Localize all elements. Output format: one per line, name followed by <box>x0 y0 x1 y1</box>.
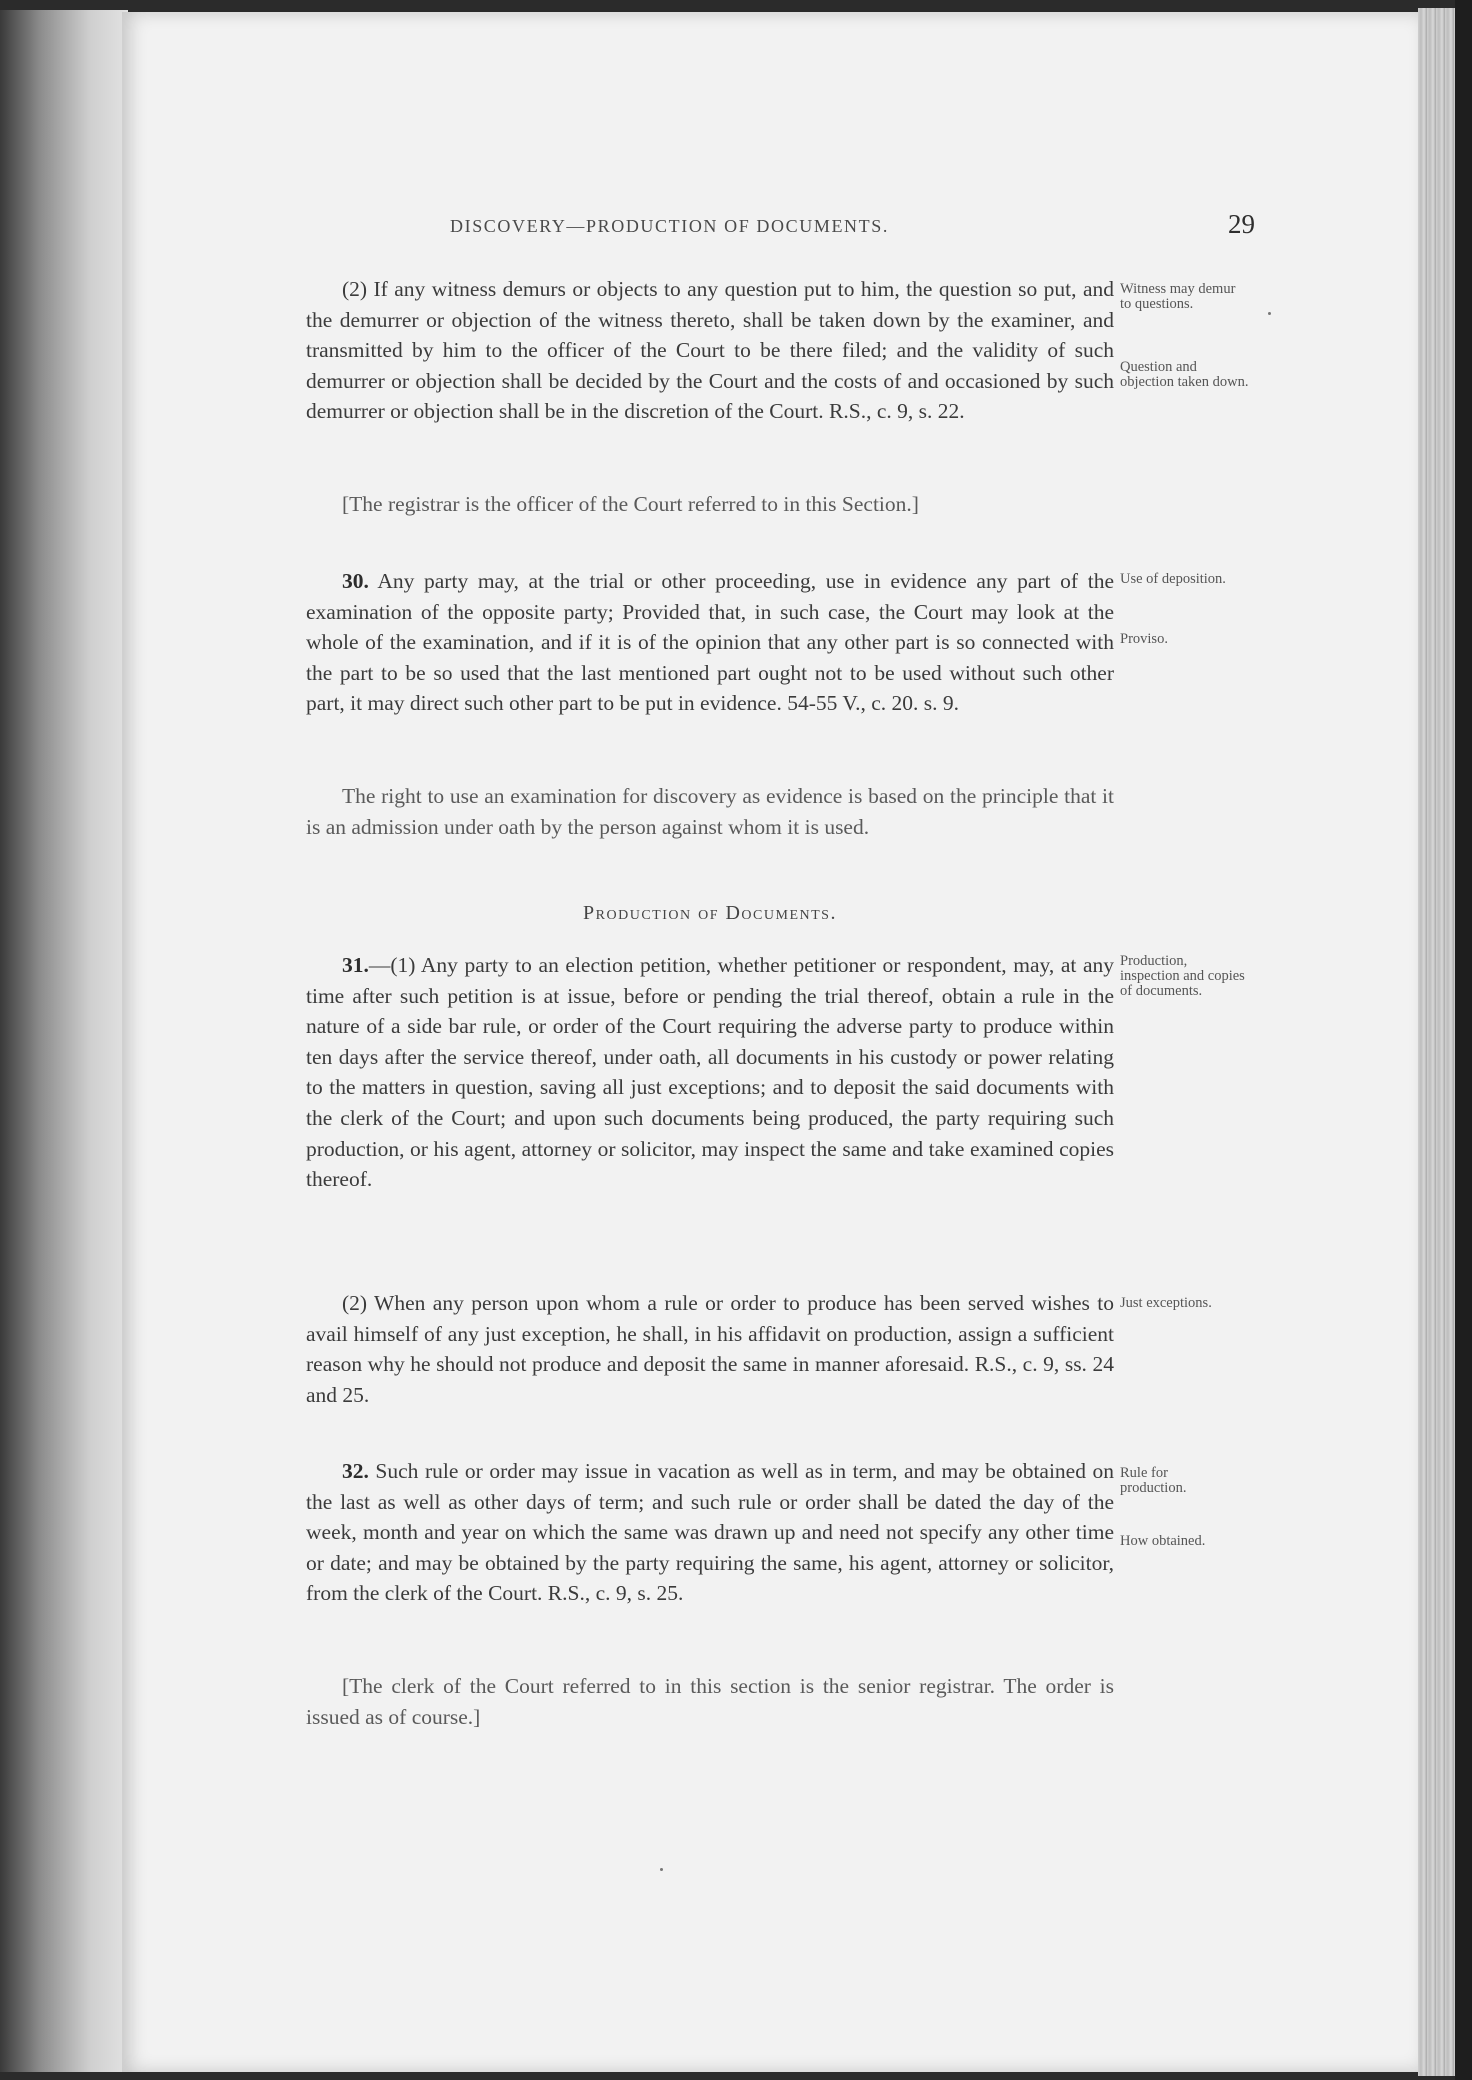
margin-note-how-obtained: How obtained. <box>1120 1533 1206 1549</box>
section-29-editor-note: [The registrar is the officer of the Court referred to in this Section.] <box>342 492 919 516</box>
margin-note-question-objection: Question and objection taken down. <box>1120 359 1249 390</box>
section-29-subsection-2: (2) If any witness demurs or objects to any question put to him, the question so put, and the demurrer or objection of the witness thereto, shall be taken down by the examiner, and transmitted by him to the officer of the Court to be there filed; and the validity of such demurrer or objection shall be decided by the Court and the costs of and occasioned by such demurrer or objection shall be in the discretion of the Court. R.S., c. 9, s. 22. <box>306 277 1114 424</box>
margin-note-use-deposition: Use of deposition. <box>1120 571 1226 587</box>
scan-border <box>1455 0 1472 2080</box>
margin-note-witness-demur: Witness may demur to questions. <box>1120 281 1236 312</box>
scan-speck <box>660 1868 663 1871</box>
section-heading: Production of Documents. <box>583 902 837 924</box>
section-30-number: 30. <box>342 569 369 593</box>
facing-page-edge <box>0 10 128 2072</box>
section-31-subsection-1 <box>306 950 1114 1195</box>
scan-speck <box>1268 312 1271 315</box>
section-30 <box>306 566 1114 719</box>
margin-note-just-exceptions: Just exceptions. <box>1120 1295 1212 1311</box>
page-number: 29 <box>1228 209 1255 239</box>
section-30-text: Any party may, at the trial or other proceeding, use in evidence any part of the examination of the opposite party; Provided that, in such case, the Court may look at the whole of the examination, and if it is of the opinion that any other part is so connected with the part to be so used that the last mentioned part ought not to be used without such other part, it may direct such other part to be put in evidence. 54-55 V., c. 20. s. 9. <box>306 569 1114 716</box>
section-31-number: 31. <box>342 953 369 977</box>
section-32-editor-note: [The clerk of the Court referred to in this section is the senior registrar. The order is issued as of course.] <box>306 1674 1114 1729</box>
section-32-number: 32. <box>342 1459 369 1483</box>
section-32 <box>306 1456 1114 1609</box>
margin-note-rule-for-production: Rule for production. <box>1120 1465 1187 1496</box>
section-32-text: Such rule or order may issue in vacation as well as in term, and may be obtained on the last as well as other days of term; and such rule or order shall be dated the day of the week, month and year on which the same was drawn up and need not specify any other time or date; and may be obtained by the party requiring the same, his agent, attorney or solicitor, from the clerk of the Court. R.S., c. 9, s. 25. <box>306 1459 1115 1606</box>
running-head: DISCOVERY—PRODUCTION OF DOCUMENTS. <box>450 216 889 236</box>
section-30-editor-note: The right to use an examination for discovery as evidence is based on the principle that it is an admission under oath by the person against whom it is used. <box>306 784 1114 839</box>
margin-note-proviso: Proviso. <box>1120 631 1168 647</box>
margin-note-production-inspection: Production, inspection and copies of documents. <box>1120 953 1245 999</box>
section-31-subsection-2: (2) When any person upon whom a rule or order to produce has been served wishes to avail himself of any just exception, he shall, in his affidavit on production, assign a sufficient reason why he should not produce and deposit the same in manner aforesaid. R.S., c. 9, ss. 24 and 25. <box>306 1291 1114 1407</box>
section-31-subsection-1-text: —(1) Any party to an election petition, whether petitioner or respondent, may, at any time after such petition is at issue, before or pending the trial thereof, obtain a rule in the nature of a side bar rule, or order of the Court requiring the adverse party to produce within ten days after the service thereof, under oath, all documents in his custody or power relating to the matters in question, saving all just exceptions; and to deposit the said documents with the clerk of the Court; and upon such documents being produced, the party requiring such production, or his agent, attorney or solicitor, may inspect the same and take examined copies thereof. <box>306 953 1114 1192</box>
